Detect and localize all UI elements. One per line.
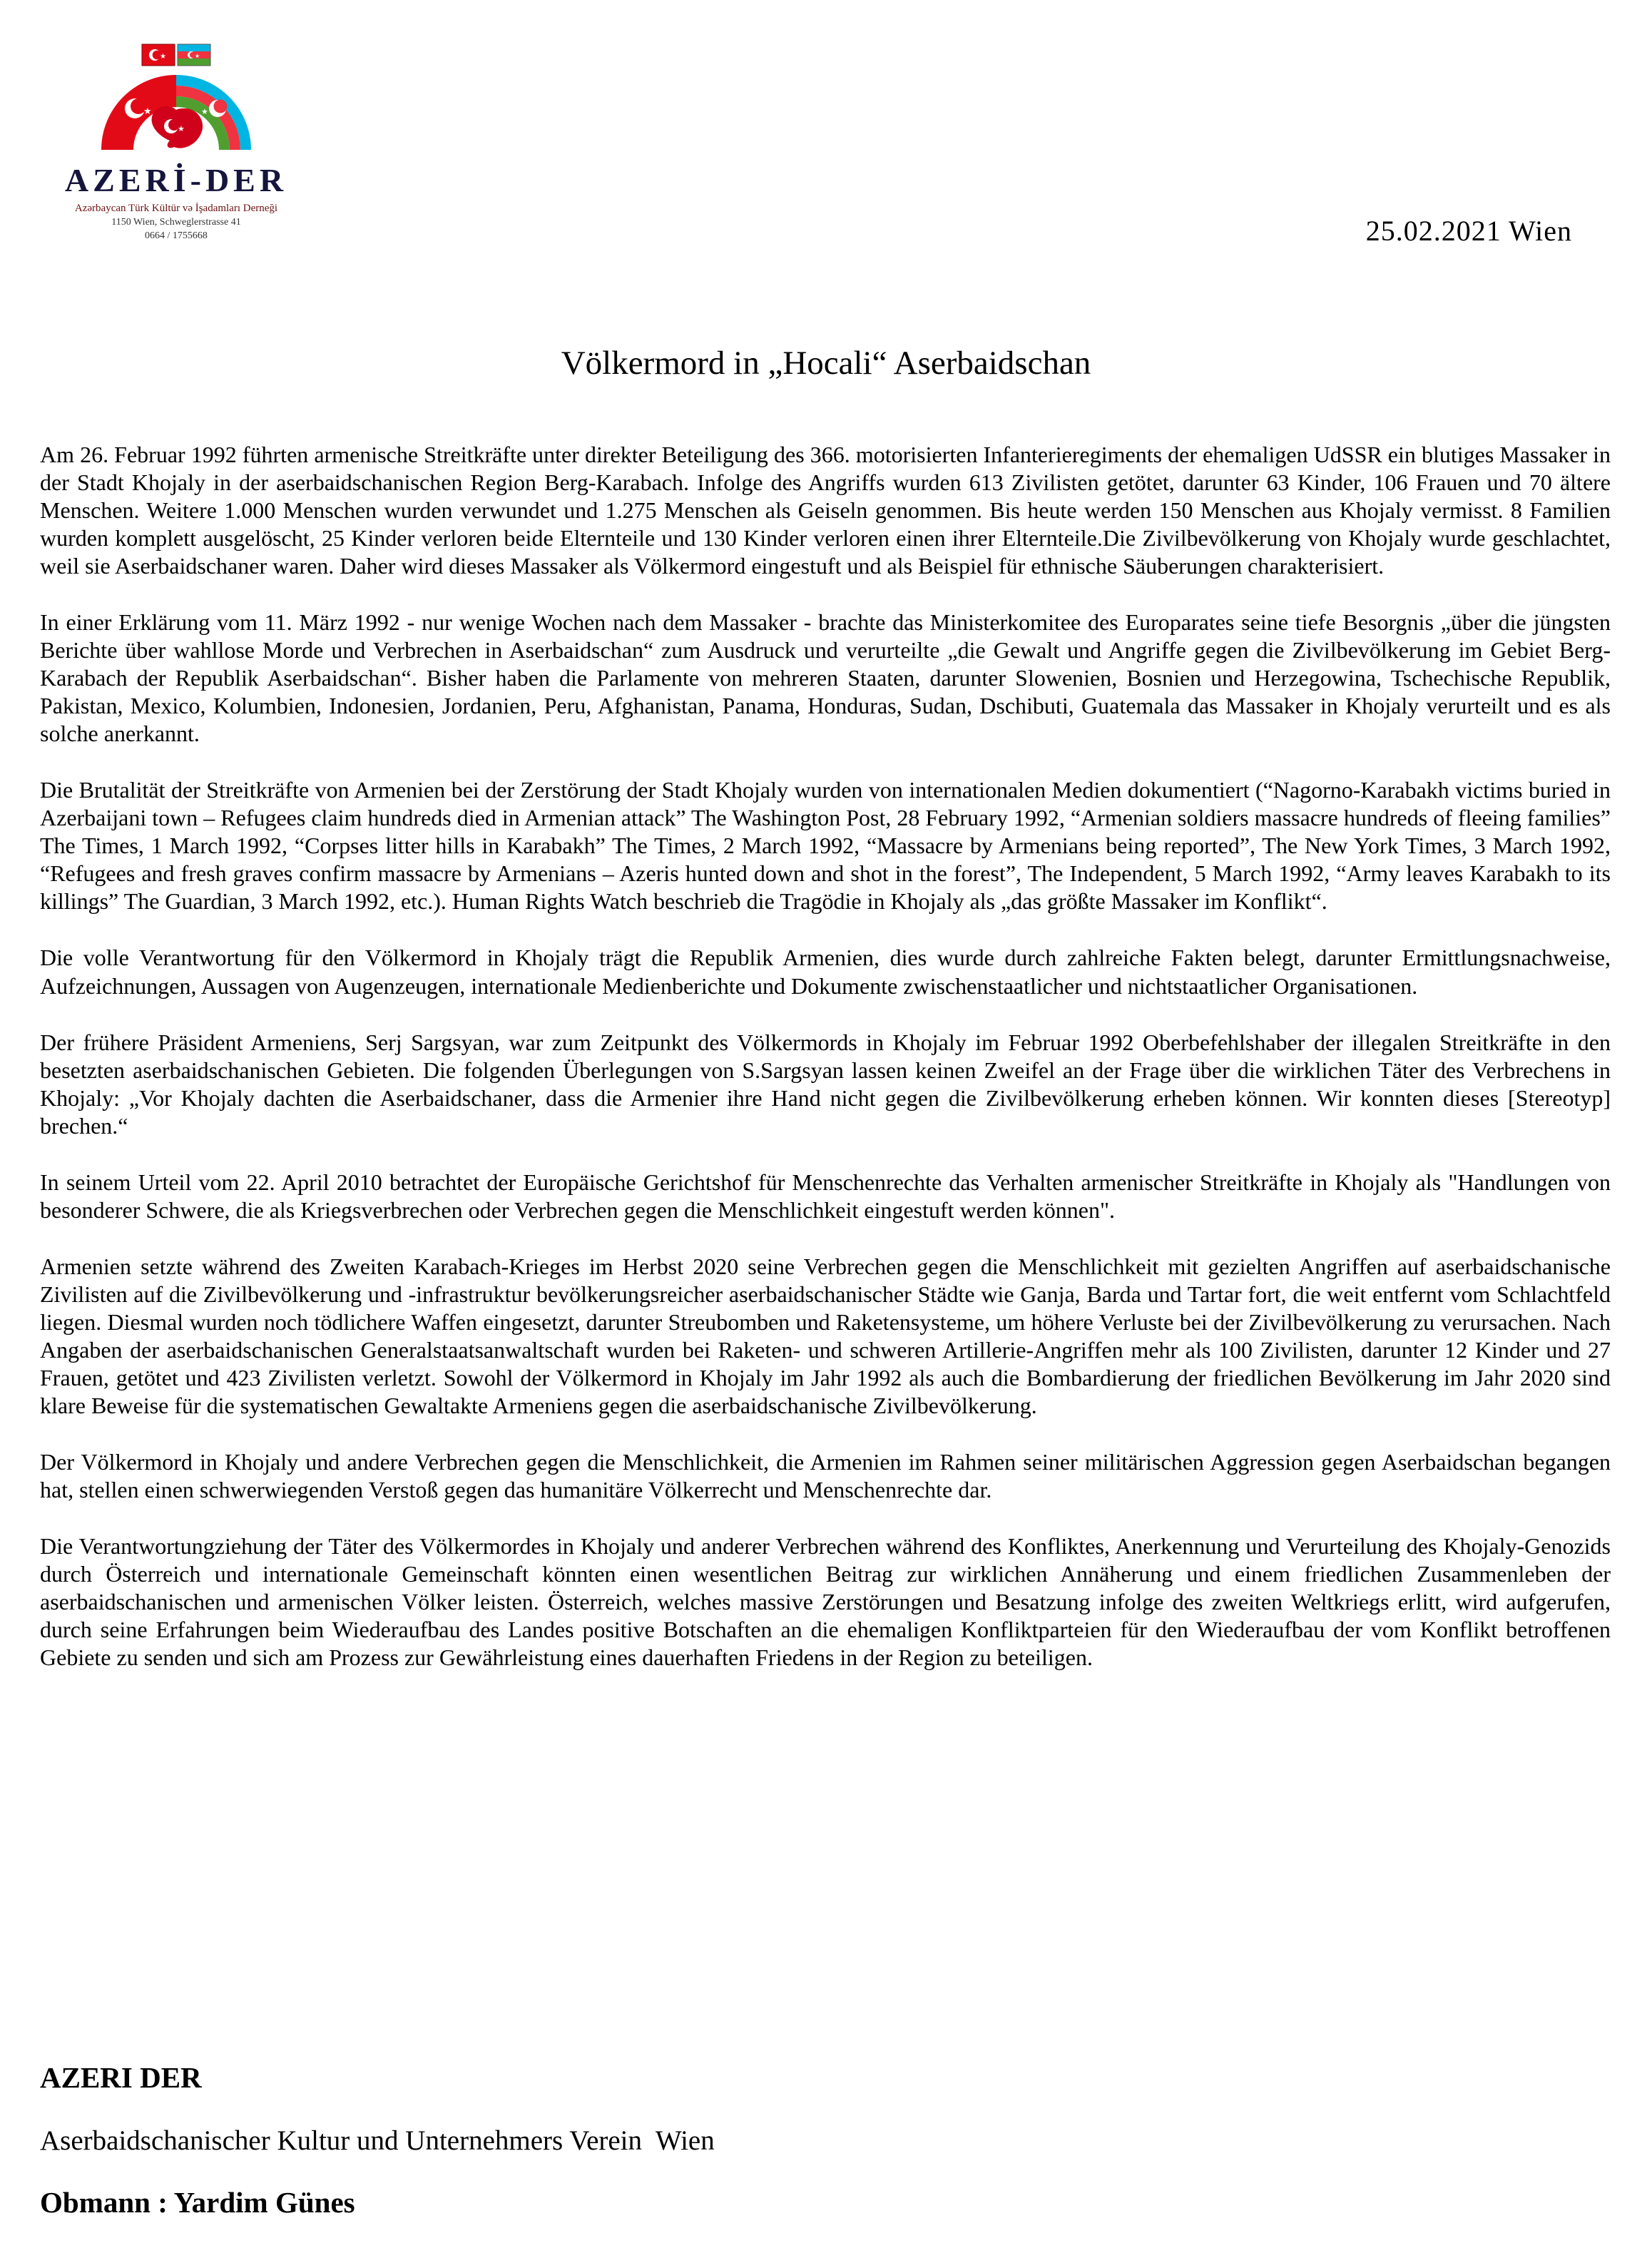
azeri-der-logo <box>37 34 315 242</box>
logo-emblem-icon <box>69 34 283 160</box>
paragraph: Die Verantwortungziehung der Täter des Völkermordes in Khojaly und anderer Verbrechen während des Konfliktes, Anerkennung und Verurteilung des Khojaly-Genozids durch Österreich und internationale Gemeinschaft könnten einen wesentlichen Beitrag zur wirklichen Annäherung und einem friedlichen Zusammenleben der aserbaidschanischen und armenischen Völker leisten. Österreich, welches massive Zerstörungen und Besatzung infolge des zweiten Weltkriegs erlitt, wird aufgerufen, durch seine Erfahrungen beim Wiederaufbau des Landes positive Botschaften an die ehemaligen Konfliktparteien für den Wiederaufbau der vom Konflikt betroffenen Gebiete zu senden und sich am Prozess zur Gewährleistung eines dauerhaften Friedens in der Region zu beteiligen. <box>40 1532 1611 1671</box>
footer-org-subtitle: Aserbaidschanischer Kultur und Unternehmers Verein Wien <box>40 2125 715 2156</box>
paragraph: Der Völkermord in Khojaly und andere Verbrechen gegen die Menschlichkeit, die Armenien im Rahmen seiner militärischen Aggression gegen Aserbaidschan begangen hat, stellen einen schwerwiegenden Verstoß gegen das humanitäre Völkerrecht und Menschenrechte dar. <box>40 1448 1611 1502</box>
paragraph: In einer Erklärung vom 11. März 1992 - nur wenige Wochen nach dem Massaker - brachte das Ministerkomitee des Europarates seine tiefe Besorgnis „über die jüngsten Berichte über wahllose Morde und Verbrechen in Aserbaidschan“ zum Ausdruck und verurteilte „die Gewalt und Angriffe gegen die Zivilbevölkerung im Gebiet Berg-Karabach der Republik Aserbaidschan“. Bisher haben die Parlamente von mehreren Staaten, darunter Slowenien, Bosnien und Herzegowina, Tschechische Republik, Pakistan, Mexico, Kolumbien, Indonesien, Jordanien, Peru, Afghanistan, Panama, Honduras, Sudan, Dschibuti, Guatemala das Massaker in Khojaly verurteilt und es als solche anerkannt. <box>40 609 1611 747</box>
paragraph: Der frühere Präsident Armeniens, Serj Sargsyan, war zum Zeitpunkt des Völkermords in Khojaly im Februar 1992 Oberbefehlshaber der illegalen Streitkräfte in den besetzten aserbaidschanischen Gebieten. Die folgenden Überlegungen von S.Sargsyan lassen keinen Zweifel an der Frage über die wirklichen Täter des Verbrechens in Khojaly: „Vor Khojaly dachten die Aserbaidschaner, dass die Armenier ihre Hand nicht gegen die Zivilbevölkerung erheben können. Wir konnten dieses [Stereotyp] brechen.“ <box>40 1029 1611 1139</box>
svg-text:★: ★ <box>178 125 185 133</box>
svg-text:★: ★ <box>195 53 200 59</box>
turkish-flag-icon <box>142 44 175 66</box>
footer-chairman: Obmann : Yardim Günes <box>40 2186 355 2219</box>
logo-subtitle: Azərbaycan Türk Kültür və İşadamları Derneği <box>74 203 278 214</box>
logo-wordmark: AZERİ-DER <box>64 162 288 198</box>
svg-text:★: ★ <box>143 106 152 116</box>
body-paragraphs <box>40 441 1611 1700</box>
paragraph: Die Brutalität der Streitkräfte von Armenien bei der Zerstörung der Stadt Khojaly wurden von internationalen Medien dokumentiert (“Nagorno-Karabakh victims buried in Azerbaijani town – Refugees claim hundreds died in Armenian attack” The Washington Post, 28 February 1992, “Armenian soldiers massacre hundreds of fleeing families” The Times, 1 March 1992, “Corpses litter hills in Karabakh” The Times, 2 March 1992, “Massacre by Armenians being reported”, The New York Times, 3 March 1992, “Refugees and fresh graves confirm massacre by Armenians – Azeris hunted down and shot in the forest”, The Independent, 5 March 1992, “Army leaves Karabakh to its killings” The Guardian, 3 March 1992, etc.). Human Rights Watch beschrieb die Tragödie in Khojaly als „das größte Massaker im Konflikt“. <box>40 777 1611 915</box>
paragraph: Die volle Verantwortung für den Völkermord in Khojaly trägt die Republik Armenien, dies wurde durch zahlreiche Fakten belegt, darunter Ermittlungsnachweise, Aufzeichnungen, Aussagen von Augenzeugen, internationale Medienberichte und Dokumente zwischenstaatlicher und nichtstaatlicher Organisationen. <box>40 945 1611 999</box>
azerbaijani-flag-icon <box>178 44 210 66</box>
logo-phone: 0664 / 1755668 <box>145 230 208 241</box>
paragraph: Armenien setzte während des Zweiten Karabach-Krieges im Herbst 2020 seine Verbrechen gegen die Menschlichkeit mit gezielten Angriffen auf aserbaidschanische Zivilisten auf die Zivilbevölkerung und -infrastruktur bevölkerungsreicher aserbaidschanischer Städte wie Ganja, Barda und Tartar fort, die weit entfernt vom Schlachtfeld liegen. Diesmal wurden noch tödlichere Waffen eingesetzt, darunter Streubomben und Raketensysteme, um höhere Verluste bei der Zivilbevölkerung zu verursachen. Nach Angaben der aserbaidschanischen Generalstaatsanwaltschaft wurden bei Raketen- und schweren Artillerie-Angriffen mehr als 100 Zivilisten, darunter 12 Kinder und 27 Frauen, getötet und 423 Zivilisten verletzt. Sowohl der Völkermord in Khojaly im Jahr 1992 als auch die Bombardierung der friedlichen Bevölkerung im Jahr 2020 sind klare Beweise für die systematischen Gewaltakte Armeniens gegen die aserbaidschanische Zivilbevölkerung. <box>40 1253 1611 1418</box>
crescent-star-emblem-icon <box>152 106 203 148</box>
document-footer <box>40 2060 1609 2219</box>
date-line: 25.02.2021 Wien <box>1365 215 1572 247</box>
logo-address: 1150 Wien, Schweglerstrasse 41 <box>111 217 241 228</box>
paragraph: Am 26. Februar 1992 führten armenische Streitkräfte unter direkter Beteiligung des 366. motorisierten Infanterieregiments der ehemaligen UdSSR ein blutiges Massaker in der Stadt Khojaly in der aserbaidschanischen Region Berg-Karabach. Infolge des Angriffs wurden 613 Zivilisten getötet, darunter 63 Kinder, 106 Frauen und 70 ältere Menschen. Weitere 1.000 Menschen wurden verwundet und 1.275 Menschen als Geiseln genommen. Bis heute werden 150 Menschen aus Khojaly vermisst. 8 Familien wurden komplett ausgelöscht, 25 Kinder verloren beide Elternteile und 130 Kinder verloren einen ihrer Elternteile.Die Zivilbevölkerung von Khojaly wurde geschlachtet, weil sie Aserbaidschaner waren. Daher wird dieses Massaker als Völkermord eingestuft und als Beispiel für ethnische Säuberungen charakterisiert. <box>40 442 1611 579</box>
svg-text:★: ★ <box>160 53 166 61</box>
footer-org-name: AZERI DER <box>40 2061 202 2094</box>
document-title: Völkermord in „Hocali“ Aserbaidschan <box>561 345 1091 382</box>
svg-text:★: ★ <box>201 108 208 116</box>
paragraph: In seinem Urteil vom 22. April 2010 betrachtet der Europäische Gerichtshof für Menschenrechte das Verhalten armenischer Streitkräfte in Khojaly als "Handlungen von besonderer Schwere, die als Kriegsverbrechen oder Verbrechen gegen die Menschlichkeit eingestuft werden können". <box>40 1169 1611 1223</box>
